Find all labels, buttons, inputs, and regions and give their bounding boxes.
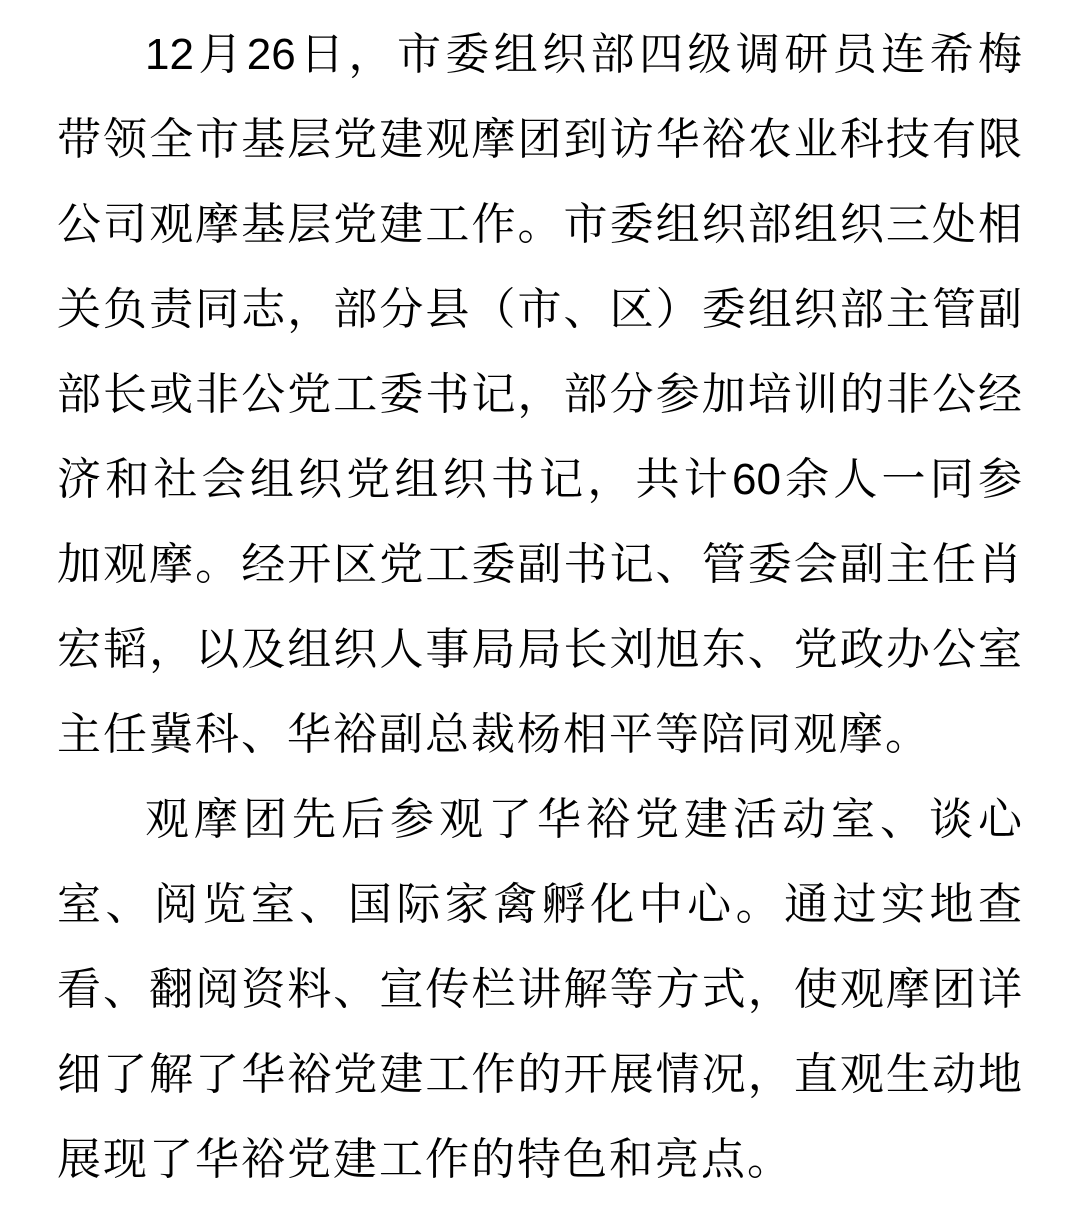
paragraph-1 (57, 12, 1022, 777)
text-line: 看、翻阅资料、宣传栏讲解等方式，使观摩团详 (57, 965, 1022, 1014)
text-line: 展现了华裕党建工作的特色和亮点。 (57, 1135, 793, 1184)
article-text-block (57, 12, 1022, 1202)
text-line: 关负责同志，部分县（市、区）委组织部主管副 (57, 285, 1022, 334)
paragraph-2 (57, 777, 1022, 1202)
text-line: 宏韬，以及组织人事局局长刘旭东、党政办公室 (57, 625, 1022, 674)
text-line: 细了解了华裕党建工作的开展情况，直观生动地 (57, 1050, 1022, 1099)
text-line: 加观摩。经开区党工委副书记、管委会副主任肖 (57, 540, 1022, 589)
text-line: 室、阅览室、国际家禽孵化中心。通过实地查 (57, 880, 1022, 929)
text-line: 济和社会组织党组织书记，共计60余人一同参 (57, 455, 1022, 504)
text-line: 带领全市基层党建观摩团到访华裕农业科技有限 (57, 115, 1022, 164)
text-line: 部长或非公党工委书记，部分参加培训的非公经 (57, 370, 1022, 419)
text-line: 12月26日，市委组织部四级调研员连希梅 (145, 30, 1022, 79)
text-line: 公司观摩基层党建工作。市委组织部组织三处相 (57, 200, 1022, 249)
text-line: 主任冀科、华裕副总裁杨相平等陪同观摩。 (57, 710, 931, 759)
text-line: 观摩团先后参观了华裕党建活动室、谈心 (145, 795, 1022, 844)
